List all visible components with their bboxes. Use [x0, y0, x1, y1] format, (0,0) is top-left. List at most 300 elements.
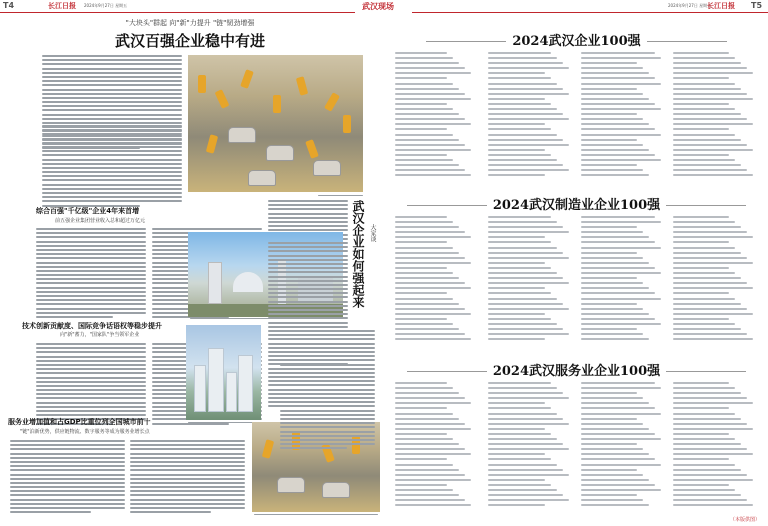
list-item: [488, 67, 570, 69]
list-item: [488, 484, 551, 486]
list-item: [581, 154, 656, 156]
substory-1-text-col-1: [36, 228, 146, 320]
list-item: [395, 479, 471, 481]
list-item: [488, 333, 570, 335]
list-item: [581, 262, 650, 264]
list-item: [395, 123, 471, 125]
list-item: [673, 402, 753, 404]
list-item: [395, 216, 447, 218]
list-item: [395, 98, 471, 100]
left-newspaper-logo: 长江日报: [48, 1, 76, 10]
list-item: [395, 149, 471, 151]
list-item: [395, 247, 453, 249]
list-item: [488, 267, 551, 269]
list-item: [395, 303, 459, 305]
list-item: [673, 287, 753, 289]
list-item: [581, 458, 656, 460]
list-item: [395, 298, 453, 300]
list-item: [395, 221, 453, 223]
list-item: [395, 83, 453, 85]
list-item: [673, 241, 729, 243]
list-column: [395, 52, 482, 179]
list-item: [488, 236, 545, 238]
factory-robot-arms-photo: [188, 55, 363, 192]
list-item: [581, 257, 643, 259]
list-item: [395, 252, 459, 254]
list-item: [488, 272, 557, 274]
substory-2-text-col-1: [36, 343, 146, 427]
list-item: [395, 458, 447, 460]
list-column: [488, 52, 575, 179]
list-column: [581, 52, 668, 179]
list-item: [581, 149, 650, 151]
list-item: [581, 83, 662, 85]
list-item: [488, 504, 545, 506]
list-item: [581, 174, 650, 176]
list-item: [395, 448, 465, 450]
factory-photo-caption: [318, 195, 363, 198]
list-item: [488, 62, 563, 64]
list-item: [488, 103, 551, 105]
list-item: [395, 413, 453, 415]
list-2-entries: [395, 216, 760, 343]
list-item: [581, 499, 643, 501]
list-item: [673, 272, 735, 274]
list-item: [395, 67, 465, 69]
list-item: [581, 387, 662, 389]
list-item: [673, 499, 747, 501]
list-item: [395, 262, 471, 264]
list-item: [673, 144, 747, 146]
list-item: [395, 453, 471, 455]
vertical-subtitle: 大家谈: [369, 224, 376, 242]
list-item: [673, 303, 741, 305]
list-item: [488, 458, 551, 460]
list-item: [395, 397, 465, 399]
list-item: [395, 474, 465, 476]
list-column: [581, 382, 668, 509]
list-item: [488, 139, 563, 141]
list-1-title: 2024武汉企业100强: [385, 30, 768, 49]
list-item: [673, 134, 735, 136]
list-item: [581, 108, 662, 110]
assembly-photo-caption: [254, 514, 378, 517]
right-newspaper-logo: 长江日报: [707, 1, 735, 10]
list-item: [673, 83, 735, 85]
list-item: [488, 438, 557, 440]
list-item: [488, 313, 545, 315]
list-item: [488, 98, 545, 100]
list-item: [488, 262, 545, 264]
list-item: [673, 438, 735, 440]
list-item: [673, 407, 729, 409]
list-item: [488, 303, 563, 305]
list-item: [395, 231, 465, 233]
list-item: [395, 72, 471, 74]
list-item: [581, 382, 656, 384]
list-item: [395, 139, 459, 141]
list-item: [673, 323, 735, 325]
city-skyline-photo: [186, 325, 261, 420]
list-item: [488, 428, 545, 430]
list-item: [581, 252, 637, 254]
list-item: [395, 387, 453, 389]
substory-2-subtitle: 向"新"蓄力，"国家队"争当领军企业: [60, 332, 140, 338]
list-item: [488, 453, 545, 455]
list-item: [395, 154, 447, 156]
substory-1-subtitle: 前五强企业集团营业收入总和超过万亿元: [55, 218, 146, 224]
list-item: [581, 433, 656, 435]
list-column: [395, 382, 482, 509]
list-item: [581, 159, 662, 161]
list-item: [673, 453, 753, 455]
list-item: [673, 443, 741, 445]
list-item: [581, 489, 662, 491]
list-item: [488, 298, 557, 300]
list-item: [488, 499, 570, 501]
list-item: [581, 134, 662, 136]
list-item: [581, 128, 656, 130]
list-item: [488, 292, 551, 294]
list-item: [488, 128, 551, 130]
list-item: [673, 88, 741, 90]
list-item: [395, 382, 447, 384]
list-item: [581, 397, 643, 399]
list-item: [395, 338, 471, 340]
list-item: [673, 118, 747, 120]
left-page-number: T4: [3, 1, 15, 10]
list-item: [673, 216, 729, 218]
substory-2-title: 技术创新贡献度、国际竞争话语权等稳步提升: [22, 322, 162, 330]
list-item: [488, 474, 570, 476]
list-item: [581, 438, 662, 440]
list-item: [395, 282, 465, 284]
list-item: [488, 241, 551, 243]
list-item: [673, 77, 729, 79]
list-item: [488, 52, 551, 54]
list-item: [673, 128, 729, 130]
list-item: [395, 313, 471, 315]
list-item: [395, 113, 459, 115]
list-item: [488, 423, 570, 425]
list-item: [395, 328, 459, 330]
list-item: [395, 241, 447, 243]
list-item: [581, 504, 650, 506]
list-item: [488, 338, 545, 340]
list-item: [673, 489, 735, 491]
list-item: [395, 267, 447, 269]
list-item: [581, 318, 656, 320]
list-item: [673, 397, 747, 399]
list-item: [581, 328, 637, 330]
list-item: [673, 338, 753, 340]
list-item: [488, 169, 570, 171]
list-item: [488, 231, 570, 233]
list-item: [395, 323, 453, 325]
list-item: [673, 149, 753, 151]
section-title: 武汉现场: [362, 2, 394, 11]
list-item: [488, 226, 563, 228]
list-item: [673, 174, 753, 176]
list-item: [581, 287, 650, 289]
list-item: [395, 418, 459, 420]
list-item: [395, 62, 459, 64]
list-item: [395, 423, 465, 425]
list-item: [673, 67, 747, 69]
list-item: [673, 98, 753, 100]
list-item: [488, 88, 563, 90]
list-item: [581, 216, 656, 218]
list-item: [488, 392, 563, 394]
list-item: [488, 159, 557, 161]
list-item: [488, 448, 570, 450]
list-item: [488, 323, 557, 325]
list-item: [395, 108, 453, 110]
list-item: [488, 174, 545, 176]
list-item: [673, 474, 747, 476]
right-page-number: T5: [751, 1, 763, 10]
list-item: [395, 443, 459, 445]
list-item: [673, 62, 741, 64]
list-item: [488, 144, 570, 146]
list-item: [581, 303, 637, 305]
list-item: [395, 134, 453, 136]
list-item: [581, 241, 656, 243]
list-item: [488, 282, 570, 284]
list-item: [673, 292, 729, 294]
list-item: [395, 308, 465, 310]
list-item: [488, 479, 545, 481]
list-item: [488, 328, 563, 330]
list-column: [673, 216, 760, 343]
list-item: [581, 118, 643, 120]
list-item: [488, 489, 557, 491]
list-item: [673, 113, 741, 115]
list-item: [488, 221, 557, 223]
list-item: [395, 236, 471, 238]
list-item: [673, 93, 747, 95]
list-item: [581, 474, 643, 476]
lead-text-left-2: [42, 125, 182, 209]
list-item: [581, 103, 656, 105]
list-item: [581, 57, 662, 59]
list-item: [395, 277, 459, 279]
list-item: [581, 469, 637, 471]
list-item: [395, 118, 465, 120]
list-item: [581, 62, 637, 64]
list-item: [581, 448, 643, 450]
list-item: [488, 318, 551, 320]
list-column: [581, 216, 668, 343]
list-item: [488, 443, 563, 445]
list-item: [581, 428, 650, 430]
list-item: [581, 402, 650, 404]
list-item: [673, 277, 741, 279]
list-item: [488, 164, 563, 166]
list-item: [673, 221, 735, 223]
list-item: [673, 52, 729, 54]
list-item: [673, 103, 729, 105]
list-item: [581, 236, 650, 238]
list-item: [581, 98, 650, 100]
list-item: [488, 252, 563, 254]
list-item: [395, 484, 447, 486]
list-item: [488, 118, 570, 120]
list-item: [673, 231, 747, 233]
list-item: [673, 504, 753, 506]
list-item: [673, 247, 735, 249]
list-item: [581, 123, 650, 125]
list-item: [395, 169, 465, 171]
list-item: [488, 494, 563, 496]
list-item: [581, 413, 662, 415]
list-item: [581, 164, 637, 166]
left-date: 2024年9月27日 星期五: [84, 3, 128, 8]
list-item: [581, 392, 637, 394]
list-item: [395, 438, 453, 440]
header-rule-left: [0, 12, 355, 13]
list-item: [673, 484, 729, 486]
substory-3-text-col-2: [130, 440, 245, 515]
list-item: [395, 287, 471, 289]
list-item: [673, 423, 747, 425]
list-item: [488, 154, 551, 156]
list-item: [581, 423, 643, 425]
list-item: [673, 387, 735, 389]
list-item: [488, 469, 563, 471]
list-item: [673, 458, 729, 460]
list-item: [488, 57, 557, 59]
list-item: [581, 267, 656, 269]
list-item: [395, 499, 465, 501]
list-column: [488, 382, 575, 509]
main-headline: 武汉百强企业稳中有进: [114, 32, 265, 50]
list-item: [581, 479, 650, 481]
list-item: [673, 262, 753, 264]
list-item: [488, 257, 570, 259]
list-item: [581, 231, 643, 233]
list-item: [673, 123, 753, 125]
list-item: [488, 77, 551, 79]
list-item: [488, 387, 557, 389]
list-item: [488, 433, 551, 435]
substory-1-title: 综合百强"千亿级"企业4年来首增: [36, 207, 140, 215]
list-item: [395, 52, 447, 54]
list-column: [673, 52, 760, 179]
list-item: [395, 292, 447, 294]
list-item: [488, 247, 557, 249]
list-item: [581, 282, 643, 284]
list-item: [395, 469, 459, 471]
list-item: [395, 103, 447, 105]
list-item: [673, 139, 741, 141]
list-item: [395, 164, 459, 166]
list-item: [673, 448, 747, 450]
list-item: [488, 72, 545, 74]
list-item: [488, 83, 557, 85]
list-item: [673, 433, 729, 435]
list-item: [395, 272, 453, 274]
list-item: [488, 464, 557, 466]
list-item: [673, 57, 735, 59]
list-item: [673, 313, 753, 315]
list-item: [488, 134, 557, 136]
list-item: [488, 397, 570, 399]
list-item: [673, 282, 747, 284]
list-item: [581, 407, 656, 409]
list-item: [581, 139, 637, 141]
list-item: [395, 226, 459, 228]
list-item: [581, 308, 643, 310]
list-item: [673, 494, 741, 496]
list-item: [581, 333, 643, 335]
list-item: [581, 72, 650, 74]
list-item: [488, 113, 563, 115]
list-column: [395, 216, 482, 343]
list-item: [395, 494, 459, 496]
list-item: [673, 413, 735, 415]
list-item: [673, 308, 747, 310]
list-item: [488, 402, 545, 404]
list-item: [673, 267, 729, 269]
list-item: [581, 272, 662, 274]
list-item: [673, 428, 753, 430]
list-item: [581, 221, 662, 223]
list-item: [581, 169, 643, 171]
list-item: [673, 318, 729, 320]
list-item: [488, 216, 551, 218]
list-item: [581, 52, 656, 54]
list-item: [395, 144, 465, 146]
list-item: [581, 144, 643, 146]
list-item: [395, 77, 447, 79]
list-item: [673, 382, 729, 384]
list-item: [488, 287, 545, 289]
city-photo-caption: [188, 422, 258, 425]
list-item: [673, 108, 735, 110]
list-item: [395, 402, 471, 404]
list-item: [581, 323, 662, 325]
list-item: [395, 93, 465, 95]
right-date: 2024年9月27日 星期五: [668, 3, 712, 8]
list-item: [395, 464, 453, 466]
list-item: [395, 407, 447, 409]
list-2-title: 2024武汉制造业企业100强: [385, 194, 768, 213]
main-kicker: "大块头"群起 向"新"力提升 "链"韧劲增强: [125, 19, 255, 27]
list-item: [488, 308, 570, 310]
list-item: [673, 72, 753, 74]
list-item: [581, 338, 650, 340]
list-item: [673, 464, 735, 466]
list-item: [581, 93, 643, 95]
list-item: [581, 88, 637, 90]
list-item: [581, 67, 643, 69]
list-item: [673, 333, 747, 335]
list-item: [395, 428, 471, 430]
list-item: [581, 313, 650, 315]
list-item: [581, 247, 662, 249]
list-item: [673, 226, 741, 228]
list-item: [673, 257, 747, 259]
list-item: [673, 159, 735, 161]
substory-3-text-col-1: [10, 440, 125, 515]
list-item: [581, 464, 662, 466]
list-item: [395, 392, 459, 394]
list-item: [581, 443, 637, 445]
list-item: [395, 318, 447, 320]
list-item: [395, 174, 471, 176]
list-item: [581, 494, 637, 496]
